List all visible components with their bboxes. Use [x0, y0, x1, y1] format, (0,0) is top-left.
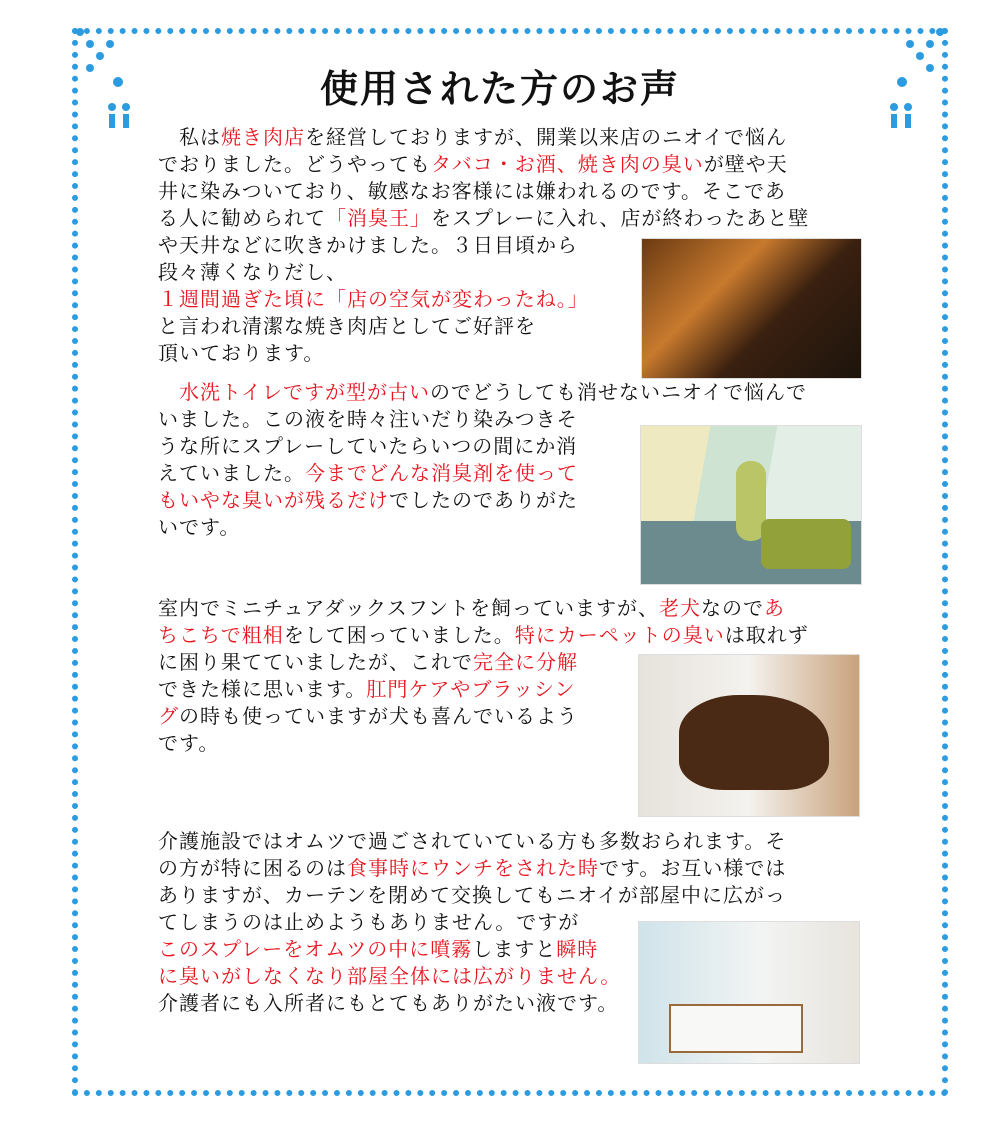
body-text — [158, 380, 179, 404]
body-text: しますと — [472, 937, 557, 961]
text-line — [158, 855, 786, 882]
body-text: に困り果てていましたが、これで — [158, 650, 473, 674]
body-text: ありますが、カーテンを閉めて交換してもニオイが部屋中に広がっ — [158, 883, 786, 907]
body-text: と言われ清潔な焼き肉店としてご好評を — [158, 314, 536, 338]
body-text: 頂いております。 — [158, 341, 325, 365]
body-text: 介護者にも入所者にもとてもありがたい液です。 — [158, 991, 619, 1015]
body-text: や天井などに吹きかけました。３日目頃から — [158, 233, 578, 257]
body-text: 井に染みついており、敏感なお客様には嫌われるのです。そこであ — [158, 179, 786, 203]
restaurant-photo — [641, 238, 862, 379]
body-text: 段々薄くなりだし、 — [158, 260, 347, 284]
body-text: の方が特に困るのは — [158, 856, 347, 880]
body-text: いました。この液を時々注いだり染みつきそ — [158, 407, 578, 431]
highlighted-text: 「消臭王」 — [326, 206, 431, 230]
text-line — [158, 205, 809, 232]
text-line — [158, 379, 807, 406]
body-text: が壁や天 — [703, 152, 788, 176]
body-text: 私は — [158, 125, 221, 149]
highlighted-text: タバコ・お酒、焼き肉の臭い — [431, 152, 704, 176]
highlighted-text: 瞬時 — [556, 937, 599, 961]
body-text: です。 — [158, 731, 220, 755]
body-text: いです。 — [158, 515, 241, 539]
body-text: 介護施設ではオムツで過ごされていている方も多数おられます。そ — [158, 829, 787, 853]
text-line — [158, 151, 809, 178]
body-text: る人に勧められて — [158, 206, 326, 230]
highlighted-text: 特にカーペットの臭い — [514, 623, 725, 647]
body-text: でおりました。どうやっても — [158, 152, 431, 176]
toilet-photo — [640, 425, 862, 585]
body-text: です。お互い様では — [599, 856, 787, 880]
highlighted-text: 今までどんな消臭剤を使って — [305, 461, 578, 485]
text-line — [158, 595, 809, 622]
highlighted-text: ちこちで粗相 — [158, 623, 284, 647]
highlighted-text: に臭いがしなくなり部屋全体には広がりません。 — [158, 964, 622, 988]
dachshund-photo — [638, 654, 860, 817]
text-line — [158, 622, 809, 649]
highlighted-text: 肛門ケアやブラッシン — [366, 677, 576, 701]
highlighted-text: 食事時にウンチをされた時 — [347, 856, 599, 880]
body-text: を経営しておりますが、開業以来店のニオイで悩ん — [305, 125, 787, 149]
highlighted-text: もいやな臭いが残るだけ — [158, 488, 389, 512]
body-text: できた様に思います。 — [158, 677, 367, 701]
text-line — [158, 882, 786, 909]
highlighted-text: 老犬 — [659, 596, 701, 620]
text-line — [158, 828, 786, 855]
text-line — [158, 124, 809, 151]
highlighted-text: 焼き肉店 — [221, 125, 305, 149]
body-text: 室内でミニチュアダックスフントを飼っていますが、 — [158, 596, 659, 620]
highlighted-text: このスプレーをオムツの中に噴霧 — [158, 937, 473, 961]
body-text: をして困っていました。 — [283, 623, 515, 647]
body-text: うな所にスプレーしていたらいつの間にか消 — [158, 434, 578, 458]
text-line — [158, 178, 809, 205]
body-text: のでどうしても消せないニオイで悩んで — [430, 380, 807, 404]
body-text: の時も使っていますが犬も喜んでいるよう — [179, 704, 578, 728]
body-text: えていました。 — [158, 461, 305, 485]
page-title: 使用された方のお声 — [319, 67, 680, 111]
body-text: でしたのでありがた — [389, 488, 578, 512]
highlighted-text: グ — [158, 704, 179, 728]
highlighted-text: 完全に分解 — [473, 650, 578, 674]
care-room-photo — [638, 921, 860, 1064]
highlighted-text: 水洗トイレですが型が古い — [179, 380, 430, 404]
body-text: は取れず — [724, 623, 809, 647]
body-text: をスプレーに入れ、店が終わったあと壁 — [431, 206, 810, 230]
body-text: なので — [701, 596, 764, 620]
highlighted-text: １週間過ぎた頃に「店の空気が変わったね。」 — [158, 287, 589, 311]
highlighted-text: あ — [764, 596, 785, 620]
body-text: てしまうのは止めようもありません。ですが — [158, 910, 580, 934]
